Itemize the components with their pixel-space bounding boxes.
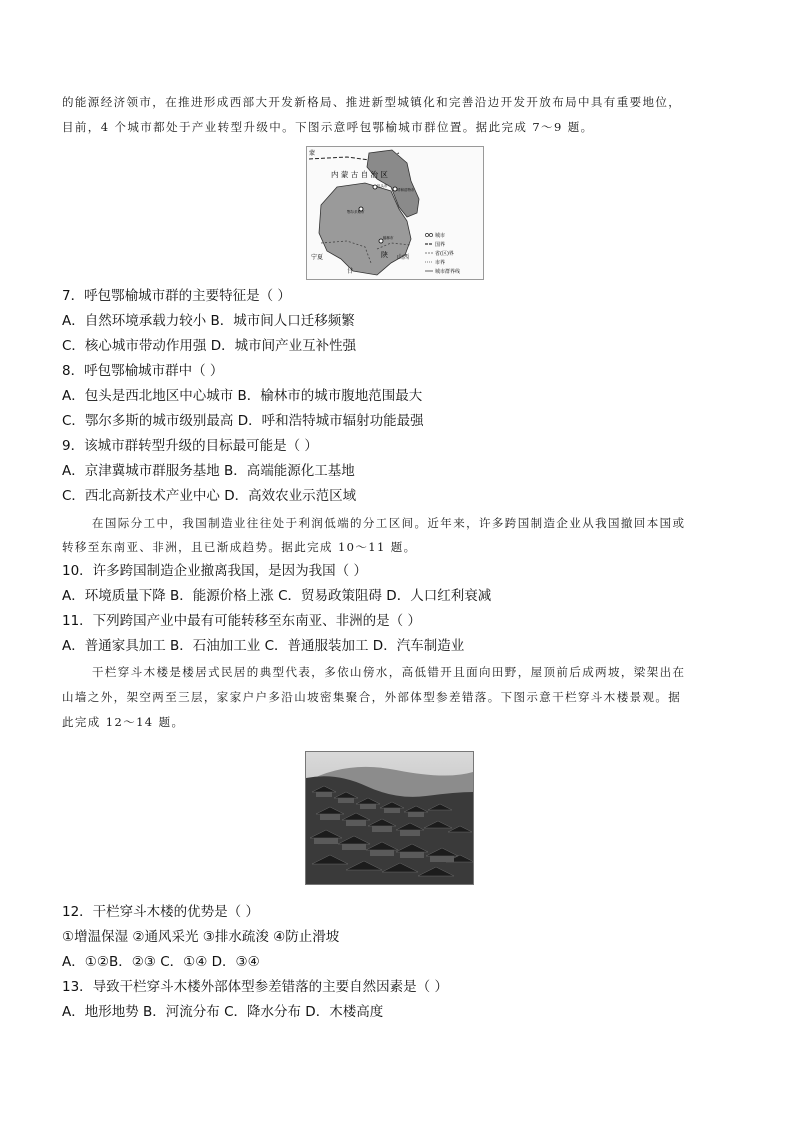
- map-legend: [425, 232, 460, 275]
- question-options: A．①②B．②③ C．①④ D．③④: [62, 954, 260, 970]
- question-stem: 12．干栏穿斗木楼的优势是（ ）: [62, 904, 259, 920]
- passage-line: 山墙之外，架空两至三层，家家户户多沿山坡密集聚合，外部体型参差错落。下图示意干栏穿斗木楼景观。据: [62, 690, 682, 704]
- question-options: A．地形地势 B．河流分布 C．降水分布 D．木楼高度: [62, 1004, 384, 1020]
- map-label: 榆林市: [383, 236, 394, 240]
- passage-line: 在国际分工中，我国制造业往往处于利润低端的分工区间。近年来，许多跨国制造企业从我国撤回本国或: [92, 516, 686, 530]
- wooden-house-photo: [305, 751, 474, 885]
- map-label: 包头市: [377, 184, 388, 188]
- map-drawing: [307, 147, 483, 279]
- question-options: A．自然环境承载力较小 B．城市间人口迁移频繁: [62, 313, 355, 329]
- city-cluster-map: [306, 146, 484, 280]
- question-stem: 10．许多跨国制造企业撤离我国，是因为我国（ ）: [62, 563, 367, 579]
- question-options: C．核心城市带动作用强 D．城市间产业互补性强: [62, 338, 357, 354]
- question-stem: 13．导致干栏穿斗木楼外部体型参差错落的主要自然因素是（ ）: [62, 979, 448, 995]
- question-options: C．鄂尔多斯的城市级别最高 D．呼和浩特城市辐射功能最强: [62, 413, 424, 429]
- question-options: C．西北高新技术产业中心 D．高效农业示范区域: [62, 488, 357, 504]
- map-label: 内 蒙 古 自 治 区: [331, 170, 388, 179]
- map-label: 宁夏: [311, 254, 324, 261]
- question-options: A．普通家具加工 B．石油加工业 C．普通服装加工 D．汽车制造业: [62, 638, 465, 654]
- passage-line: 目前，4 个城市都处于产业转型升级中。下图示意呼包鄂榆城市群位置。据此完成 7～9 题。: [62, 120, 594, 134]
- legend-item: 城市群界线: [435, 269, 461, 275]
- map-label: 陕: [381, 251, 388, 259]
- question-stem: 11．下列跨国产业中最有可能转移至东南亚、非洲的是（ ）: [62, 613, 421, 629]
- map-label: 呼和浩特市: [397, 188, 415, 192]
- map-label: 蒙: [309, 150, 316, 157]
- question-options: A．包头是西北地区中心城市 B．榆林市的城市腹地范围最大: [62, 388, 423, 404]
- legend-item: 省(区)界: [435, 251, 454, 257]
- legend-item: 城市: [435, 233, 446, 239]
- question-options: A．京津冀城市群服务基地 B．高端能源化工基地: [62, 463, 355, 479]
- map-label: 甘: [347, 268, 354, 275]
- question-stem: 9．该城市群转型升级的目标最可能是（ ）: [62, 438, 318, 454]
- passage-line: 转移至东南亚、非洲，且已渐成趋势。据此完成 10～11 题。: [62, 540, 417, 554]
- question-stem: 8．呼包鄂榆城市群中（ ）: [62, 363, 224, 379]
- question-options: A．环境质量下降 B．能源价格上涨 C．贸易政策阻碍 D．人口红利衰减: [62, 588, 492, 604]
- passage-line: 此完成 12～14 题。: [62, 715, 185, 729]
- map-label: 山西: [397, 254, 410, 261]
- map-label: 鄂尔多斯市: [347, 210, 365, 214]
- question-choices: ①增温保湿 ②通风采光 ③排水疏浚 ④防止滑坡: [62, 929, 340, 945]
- question-stem: 7．呼包鄂榆城市群的主要特征是（ ）: [62, 288, 291, 304]
- legend-item: 市界: [435, 260, 446, 266]
- passage-line: 干栏穿斗木楼是楼居式民居的典型代表，多依山傍水，高低错开且面向田野，屋顶前后成两坡，梁架出在: [92, 665, 686, 679]
- legend-item: 国界: [435, 242, 446, 248]
- photo-drawing: [306, 752, 473, 884]
- passage-line: 的能源经济领市，在推进形成西部大开发新格局、推进新型城镇化和完善沿边开发开放布局中具有重要地位，: [62, 95, 682, 109]
